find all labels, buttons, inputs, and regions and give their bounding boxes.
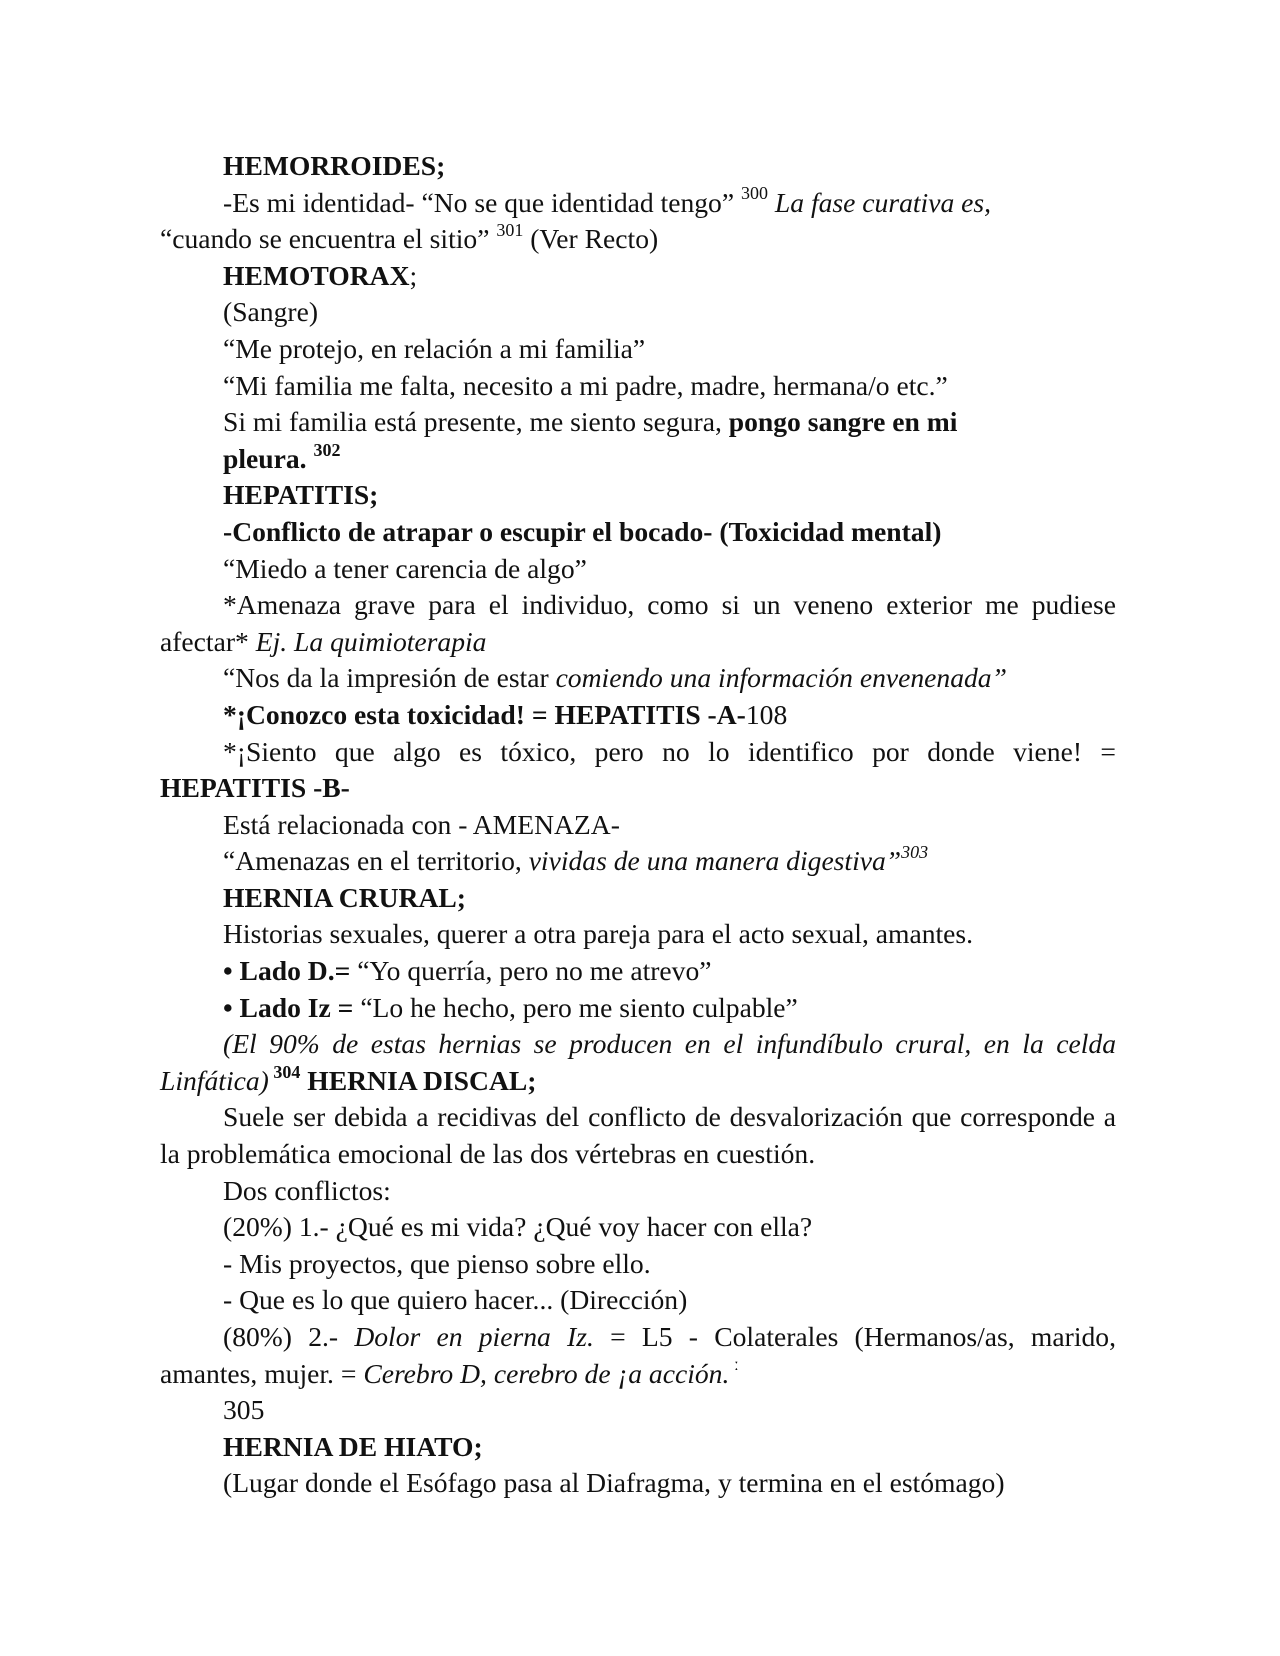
paragraph: *¡Siento que algo es tóxico, pero no lo identifico por donde viene! = HEPATITIS -B-	[160, 735, 1116, 804]
text-line: Está relacionada con - AMENAZA-	[223, 808, 620, 840]
text-line: pleura. $^{302}$	[223, 439, 341, 474]
heading-hepatitis: HEPATITIS;	[223, 479, 379, 511]
footnote-ref-300: 300	[741, 183, 769, 204]
text-line: “Me protejo, en relación a mi familia”	[223, 332, 646, 364]
heading-hemotorax: HEMOTORAX;	[223, 259, 418, 291]
text-line: (Sangre)	[223, 296, 319, 328]
text-line: “Mi familia me falta, necesito a mi padre, madre, hermana/o etc.”	[223, 369, 948, 401]
footnote-ref-302: 302	[313, 439, 341, 460]
text-line: - Mis proyectos, que pienso sobre ello.	[223, 1247, 651, 1279]
heading-hemorroides: HEMORROIDES;	[223, 150, 446, 181]
text-line: (Lugar donde el Esófago pasa al Diafragma, y termina en el estómago)	[223, 1467, 1005, 1499]
text-line: “Miedo a tener carencia de algo”	[223, 552, 587, 584]
text-line: Dos conflictos:	[223, 1174, 391, 1206]
footnote-ref-303: 303	[901, 842, 929, 863]
text-line: “Amenazas en el territorio, vividas de una manera digestiva”$^{303}$	[223, 842, 929, 877]
text-line: (20%) 1.- ¿Qué es mi vida? ¿Qué voy hacer con ella?	[223, 1211, 813, 1243]
text-line: Si mi familia está presente, me siento segura, pongo sangre en mi	[223, 406, 958, 438]
text-line: Historias sexuales, querer a otra pareja para el acto sexual, amantes.	[223, 918, 974, 950]
text-line: - Que es lo que quiero hacer... (Dirección)	[223, 1284, 688, 1316]
text-line: *¡Conozco esta toxicidad! = HEPATITIS -A-108	[223, 698, 788, 730]
footnote-ref-304: 304	[268, 1061, 301, 1082]
paragraph: *Amenaza grave para el individuo, como si un veneno exterior me pudiese afectar* Ej. La quimioterapia	[160, 589, 1116, 657]
footnote-number-305: 305	[223, 1394, 265, 1426]
heading-hernia-crural: HERNIA CRURAL;	[223, 881, 466, 913]
text-line: -Conflicto de atrapar o escupir el bocado- (Toxicidad mental)	[223, 515, 942, 547]
footnote-ref-301: 301	[496, 220, 524, 240]
paragraph-hernia-discal: Suele ser debida a recidivas del conflicto de desvalorización que corresponde a la problemática emocional de las dos vértebras en cuestión.	[160, 1101, 1116, 1170]
heading-hernia-hiato: HERNIA DE HIATO;	[223, 1430, 483, 1462]
heading-hernia-discal: HERNIA DISCAL;	[300, 1064, 537, 1096]
paragraph: (El 90% de estas hernias se producen en el infundíbulo crural, en la celda Linfática) $^{304}$ HERNIA DISCAL;	[160, 1028, 1116, 1096]
bullet-item: • Lado Iz = “Lo he hecho, pero me siento culpable”	[223, 991, 798, 1023]
document-page	[160, 148, 1116, 1502]
paragraph: (80%) 2.- Dolor en pierna Iz. = L5 - Colaterales (Hermanos/as, marido, amantes, mujer. = Cerebro D, cerebro de ¡a acción. $^ː$	[160, 1321, 1116, 1389]
paragraph-hemorroides: -Es mi identidad- “No se que identidad tengo” $^{300}$ La fase curativa es, “cuando se encuentra el sitio” $^{301}$ (Ver Recto)	[160, 183, 992, 255]
bullet-item: • Lado D.= “Yo querría, pero no me atrevo”	[223, 955, 712, 987]
text-line: “Nos da la impresión de estar comiendo una información envenenada”	[223, 662, 1007, 694]
